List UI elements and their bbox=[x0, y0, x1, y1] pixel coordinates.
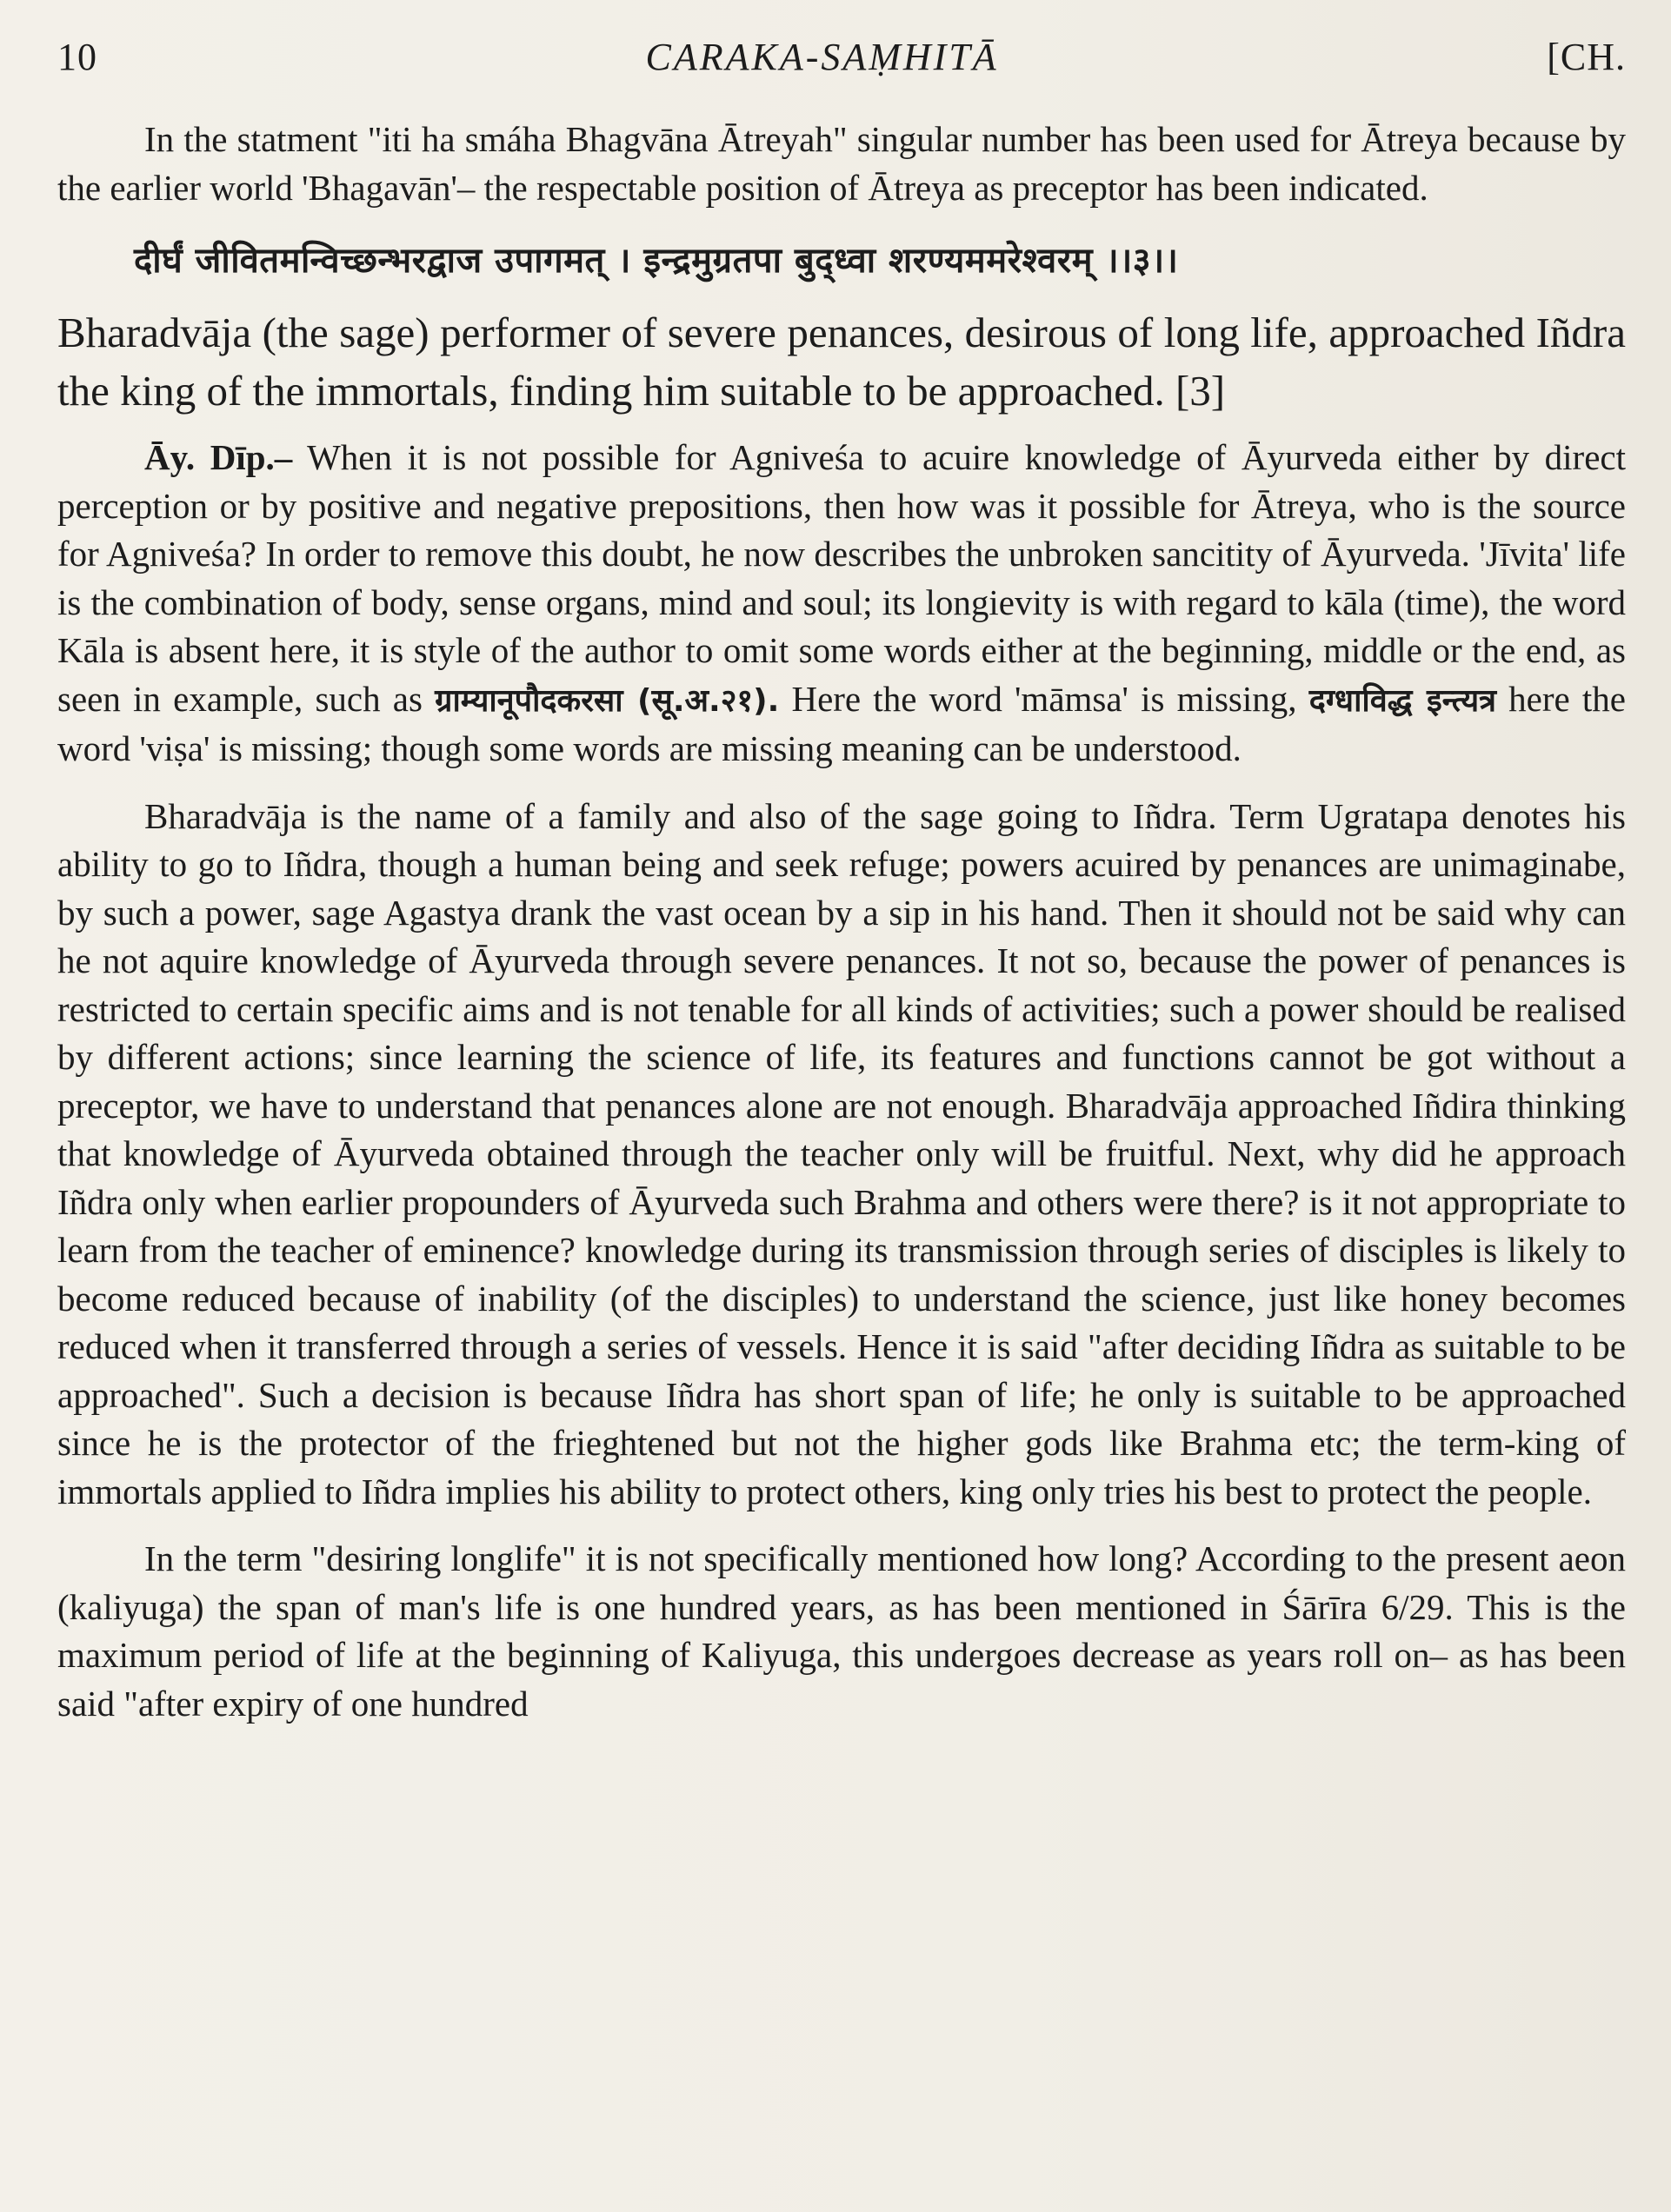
commentary-lead: Āy. Dīp.– bbox=[144, 437, 293, 477]
longlife-paragraph: In the term "desiring longlife" it is not specifically mentioned how long? According to the present aeon (kaliyuga) the span of man's life is one hundred years, as has been mentioned in Śārīra 6/29. This is the maximum period of life at the beginning of Kaliyuga, this undergoes decrease as years roll on– as has been said "after expiry of one hundred bbox=[57, 1538, 1626, 1724]
bharadvaja-paragraph: Bharadvāja is the name of a family and also of the sage going to Iñdra. Term Ugratapa denotes his ability to go to Iñdra, though a human being and seek refuge; powers acuired by penances are unimaginabe, by such a power, sage Agastya drank the vast ocean by a sip in his hand. Then it should not be said why can he not aquire knowledge of Āyurveda through severe penances. It not so, because the power of penances is restricted to certain specific aims and is not tenable for all kinds of activities; such a power should be realised by different actions; since learning the science of life, its features and functions cannot be got without a preceptor, we have to understand that penances alone are not enough. Bharadvāja approached Iñdira thinking that knowledge of Āyurveda obtained through the teacher only will be fruitful. Next, why did he approach Iñdra only when earlier propounders of Āyurveda such Brahma and others were there? is it not appropriate to learn from the teacher of eminence? knowledge during its transmission through series of disciples is likely to become reduced because of inability (of the disciples) to understand the science, just like honey becomes reduced when it transferred through a series of vessels. Hence it is said "after deciding Iñdra as suitable to be approached". Such a decision is because Iñdra has short span of life; he only is suitable to be approached since he is the protector of the frieghtened but not the higher gods like Brahma etc; the term-king of immortals applied to Iñdra implies his ability to protect others, king only tries his best to protect the people. bbox=[57, 795, 1626, 1511]
commentary-paragraph bbox=[57, 434, 1626, 774]
intro-paragraph: In the statment "iti ha smáha Bhagvāna Ātreyah" singular number has been used for Ātreya because by the earlier world 'Bhagavān'– the respectable position of Ātreya as preceptor has been indicated. bbox=[57, 119, 1626, 208]
chapter-marker: [CH. bbox=[1547, 36, 1626, 78]
sanskrit-verse: दीर्घं जीवितमन्विच्छन्भरद्वाज उपागमत् । इन्द्रमुग्रतपा बुद्ध्वा शरण्यममरेश्वरम् ।।३।। bbox=[134, 241, 1179, 281]
sanskrit-example-1: ग्राम्यानूपौदकरसा (सू.अ.२१). bbox=[435, 682, 780, 719]
commentary-text-2: Here the word 'māmsa' is missing, bbox=[779, 678, 1309, 719]
commentary-text-1: When it is not possible for Agniveśa to acuire knowledge of Āyurveda either by direct perception or by positive and negative prepositions, then how was it possible for Ātreya, who is the source for Agniveśa? In order to remove this doubt, he now describes the unbroken sancitity of Āyurveda. 'Jīvita' life is the combination of body, sense organs, mind and soul; its longievity is with regard to kāla (time), the word Kāla is absent here, it is style of the author to omit some words either at the beginning, middle or the end, as seen in example, such as bbox=[57, 437, 1627, 719]
running-title: CARAKA-SAṂHITĀ bbox=[645, 36, 999, 78]
page-header bbox=[57, 35, 1626, 79]
commentary-text-3: here the word 'viṣa' is missing; though some words are missing meaning can be understood. bbox=[57, 678, 1627, 768]
verse-translation: Bharadvāja (the sage) performer of severe penances, desirous of long life, approached Iñdra the king of the immortals, finding him suitable to be approached. [3] bbox=[57, 309, 1626, 415]
page-number: 10 bbox=[57, 36, 97, 78]
sanskrit-example-2: दग्धाविद्ध इन्त्यत्र bbox=[1308, 682, 1496, 719]
